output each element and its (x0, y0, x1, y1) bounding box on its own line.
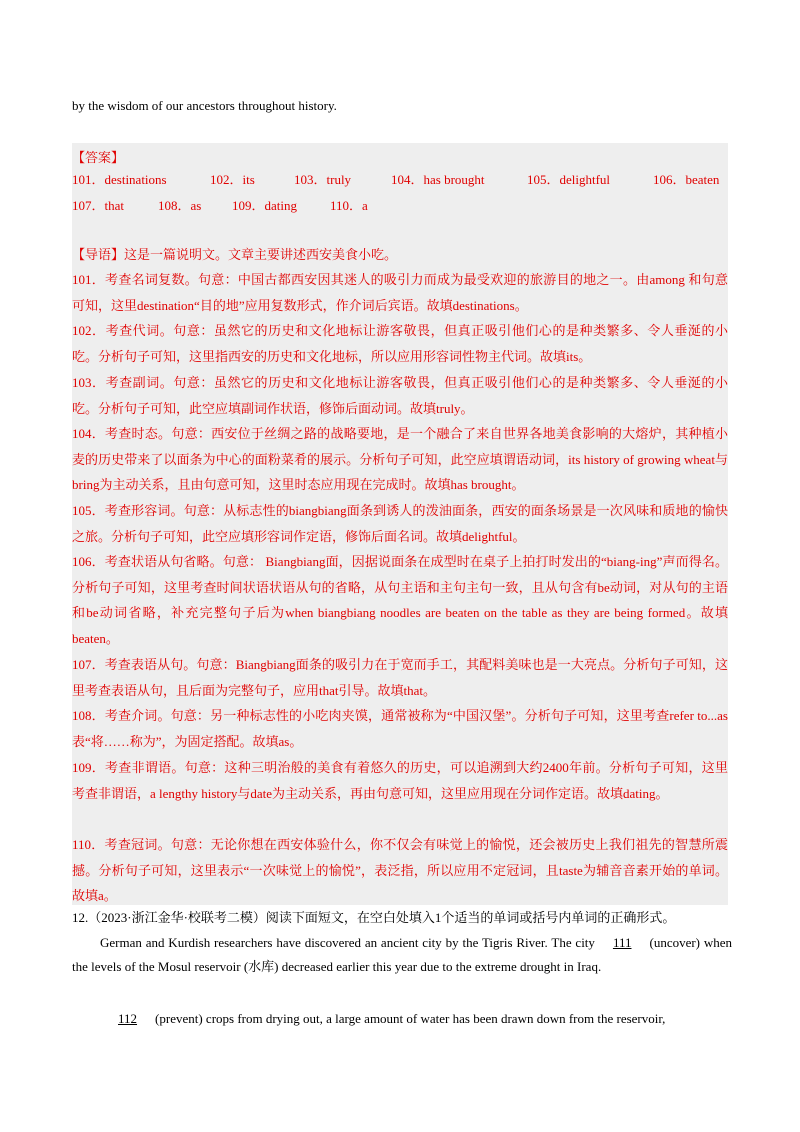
question-title: 12.（2023·浙江金华·校联考二模）阅读下面短文，在空白处填入1个适当的单词或括号内单词的正确形式。 (72, 910, 676, 925)
answer-106: 106．beaten (653, 172, 720, 187)
answer-103: 103．truly (294, 172, 352, 187)
guide-paragraph: 【导语】这是一篇说明文。文章主要讲述西安美食小吃。 (72, 247, 398, 262)
passage-paragraph-1 (72, 931, 732, 979)
passage-text: German and Kurdish researchers have discovered an ancient city by the Tigris River. The city (100, 935, 595, 950)
answer-105: 105．delightful (527, 172, 611, 187)
answer-heading: 【答案】 (72, 150, 125, 165)
answer-109: 109．dating (232, 198, 297, 213)
answer-107: 107．that (72, 198, 124, 213)
answer-108: 108．as (158, 198, 202, 213)
explanation-105: 105．考查形容词。句意：从标志性的biangbiang面条到诱人的泼油面条，西安的面条场景是一次风味和质地的愉快之旅。分析句子可知，此空应填形容词作定语，修饰后面名词。故填delightful。 (72, 503, 728, 544)
answer-row-2 (72, 195, 728, 217)
answer-110: 110．a (330, 198, 368, 213)
explanation-106: 106．考查状语从句省略。句意： Biangbiang面，因据说面条在成型时在桌子上拍打时发出的“biang-ing”声而得名。分析句子可知，这里考查时间状语状语从句的省略，从句主语和主句主句一致，且从句含有be动词，对从句的主语和be动词省略，补充完整句子后为when biangbiang noodles are beaten on the table as they are being formed。故填beaten。 (72, 554, 728, 647)
blank-111: 111 (612, 935, 632, 950)
explanation-104: 104．考查时态。句意：西安位于丝绸之路的战略要地，是一个融合了来自世界各地美食影响的大熔炉，其种植小麦的历史带来了以面条为中心的面粉菜肴的展示。分析句子可知，此空应填谓语动词，its history of growing wheat与bring为主动关系，且由句意可知，这里时态应用现在完成时。故填has brought。 (72, 426, 728, 493)
explanation-110: 110．考查冠词。句意：无论你想在西安体验什么，你不仅会有味觉上的愉悦，还会被历史上我们祖先的智慧所震撼。分析句子可知，这里表示“一次味觉上的愉悦”，表泛指，所以应用不定冠词，且taste为辅音音素开始的单词。故填a。 (72, 837, 728, 904)
answer-104: 104．has brought (391, 172, 485, 187)
explanation-101: 101．考查名词复数。句意：中国古都西安因其迷人的吸引力而成为最受欢迎的旅游目的地之一。由among 和句意可知，这里destination“目的地”应用复数形式，作介词后宾语。故填destinations。 (72, 272, 728, 313)
explanation-103: 103．考查副词。句意：虽然它的历史和文化地标让游客敬畏，但真正吸引他们心的是种类繁多、令人垂涎的小吃。分析句子可知，此空应填副词作状语，修饰后面动词。故填truly。 (72, 375, 728, 416)
previous-passage-tail: by the wisdom of our ancestors throughout history. (72, 98, 337, 113)
answer-101: 101．destinations (72, 172, 167, 187)
blank-112: 112 (118, 1011, 138, 1026)
passage-text: (uncover) when the levels of the Mosul reservoir (水库) decreased earlier this year due to the extreme drought in Iraq. (72, 935, 733, 974)
explanation-107: 107．考查表语从句。句意：Biangbiang面条的吸引力在于宽而手工，其配料美味也是一大亮点。分析句子可知，这里考查表语从句，且后面为完整句子，应用that引导。故填that。 (72, 657, 728, 698)
passage-paragraph-2 (72, 1007, 732, 1031)
explanation-109: 109．考查非谓语。句意：这种三明治般的美食有着悠久的历史，可以追溯到大约2400年前。分析句子可知，这里考查非谓语，a lengthy history与date为主动关系，再由句意可知，这里应用现在分词作定语。故填dating。 (72, 760, 728, 801)
answer-row-1 (72, 169, 728, 191)
answer-102: 102．its (210, 172, 255, 187)
explanation-102: 102．考查代词。句意：虽然它的历史和文化地标让游客敬畏，但真正吸引他们心的是种类繁多、令人垂涎的小吃。分析句子可知，这里指西安的历史和文化地标，所以应用形容词性物主代词。故填its。 (72, 323, 728, 364)
explanation-108: 108．考查介词。句意：另一种标志性的小吃肉夹馍，通常被称为“中国汉堡”。分析句子可知，这里考查refer to...as表“将……称为”，为固定搭配。故填as。 (72, 708, 728, 749)
answer-explanation-block (72, 143, 728, 905)
passage-text: (prevent) crops from drying out, a large amount of water has been drawn down from the reservoir, (155, 1011, 666, 1026)
